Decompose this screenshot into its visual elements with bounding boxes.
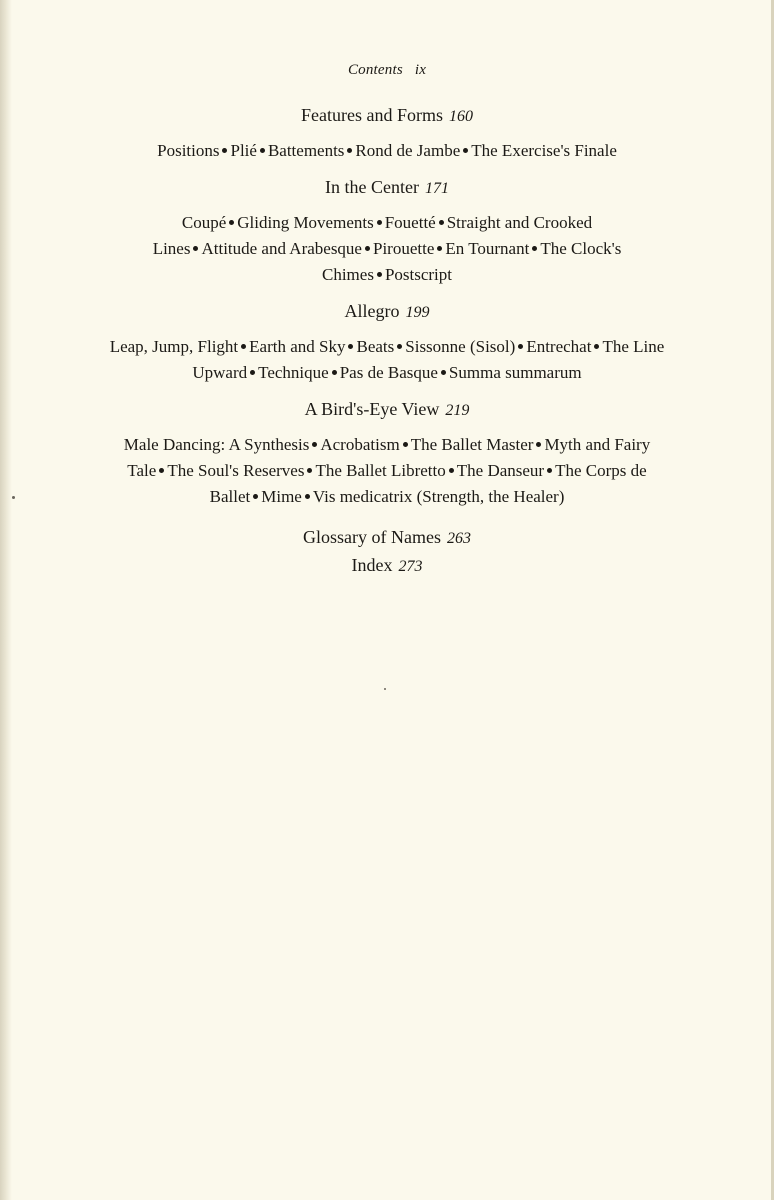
bullet-separator — [365, 246, 370, 251]
index-entry — [60, 552, 714, 580]
contents-item: Leap, Jump, Flight — [109, 337, 239, 356]
section-heading — [60, 298, 714, 326]
section-items — [60, 210, 714, 288]
bullet-separator — [253, 494, 258, 499]
bullet-separator — [348, 344, 353, 349]
contents-item: Fouetté — [384, 213, 436, 232]
gutter-shadow — [0, 0, 12, 1200]
paper-speck — [384, 688, 386, 690]
section-page-number: 199 — [405, 304, 430, 321]
contents-item: Rond de Jambe — [355, 141, 461, 160]
item-line — [60, 236, 714, 262]
index-title: Index — [351, 555, 393, 575]
bullet-separator — [532, 246, 537, 251]
bullet-separator — [305, 494, 310, 499]
bullet-separator — [594, 344, 599, 349]
toc-section — [60, 396, 714, 510]
contents-item: Plié — [230, 141, 257, 160]
item-line — [60, 334, 714, 360]
contents-item: Technique — [258, 363, 329, 382]
item-line — [60, 360, 714, 386]
bullet-separator — [241, 344, 246, 349]
section-heading — [60, 174, 714, 202]
contents-item: Male Dancing: A Synthesis — [123, 435, 310, 454]
contents-item: Chimes — [321, 265, 374, 284]
contents-item: Tale — [127, 461, 157, 480]
bullet-separator — [377, 220, 382, 225]
contents-item: Summa summarum — [448, 363, 582, 382]
contents-item: The Corps de — [555, 461, 647, 480]
section-heading — [60, 396, 714, 424]
contents-item: The Clock's — [540, 239, 622, 258]
item-line — [60, 432, 714, 458]
contents-item: Pirouette — [372, 239, 435, 258]
paper-speck — [12, 496, 15, 499]
contents-item: The Soul's Reserves — [167, 461, 305, 480]
toc-section — [60, 102, 714, 164]
contents-item: En Tournant — [445, 239, 530, 258]
bullet-separator — [260, 148, 265, 153]
section-items — [60, 334, 714, 386]
glossary-entry — [60, 524, 714, 552]
section-title: Allegro — [344, 301, 400, 321]
contents-item: Attitude and Arabesque — [201, 239, 362, 258]
bullet-separator — [307, 468, 312, 473]
bullet-separator — [441, 370, 446, 375]
contents-item: Earth and Sky — [249, 337, 346, 356]
back-matter — [60, 524, 714, 580]
contents-item: Beats — [356, 337, 395, 356]
contents-item: Gliding Movements — [237, 213, 374, 232]
contents-item: Vis medicatrix (Strength, the Healer) — [312, 487, 565, 506]
contents-item: Straight and Crooked — [446, 213, 593, 232]
contents-item: Ballet — [209, 487, 251, 506]
item-line — [60, 138, 714, 164]
page-number: ix — [414, 62, 427, 78]
contents-item: Positions — [157, 141, 220, 160]
bullet-separator — [229, 220, 234, 225]
item-line — [60, 458, 714, 484]
bullet-separator — [193, 246, 198, 251]
bullet-separator — [347, 148, 352, 153]
bullet-separator — [439, 220, 444, 225]
section-items — [60, 138, 714, 164]
bullet-separator — [536, 442, 541, 447]
bullet-separator — [463, 148, 468, 153]
section-page-number: 160 — [448, 108, 473, 125]
contents-item: Mime — [261, 487, 302, 506]
glossary-title: Glossary of Names — [303, 527, 441, 547]
section-page-number: 171 — [424, 180, 449, 197]
section-title: A Bird's-Eye View — [304, 399, 440, 419]
bullet-separator — [518, 344, 523, 349]
item-line — [60, 484, 714, 510]
section-title: Features and Forms — [301, 105, 443, 125]
contents-item: Acrobatism — [320, 435, 400, 454]
section-page-number: 219 — [445, 402, 470, 419]
contents-item: The Danseur — [456, 461, 545, 480]
bullet-separator — [403, 442, 408, 447]
bullet-separator — [397, 344, 402, 349]
contents-item: Coupé — [181, 213, 227, 232]
contents-item: Battements — [267, 141, 345, 160]
item-line — [60, 210, 714, 236]
contents-item: The Ballet Master — [410, 435, 534, 454]
bullet-separator — [437, 246, 442, 251]
bullet-separator — [312, 442, 317, 447]
toc-section — [60, 298, 714, 386]
contents-item: Myth and Fairy — [544, 435, 651, 454]
section-title: In the Center — [325, 177, 419, 197]
contents-item: Lines — [152, 239, 191, 258]
running-head-label: Contents — [347, 62, 403, 78]
contents-item: Entrechat — [526, 337, 592, 356]
section-items — [60, 432, 714, 510]
contents-item: Sissonne (Sisol) — [405, 337, 516, 356]
bullet-separator — [159, 468, 164, 473]
bullet-separator — [449, 468, 454, 473]
bullet-separator — [332, 370, 337, 375]
item-line — [60, 262, 714, 288]
table-of-contents — [60, 102, 714, 580]
running-head — [0, 62, 774, 79]
contents-item: Pas de Basque — [339, 363, 438, 382]
contents-item: Upward — [192, 363, 248, 382]
bullet-separator — [250, 370, 255, 375]
bullet-separator — [547, 468, 552, 473]
index-page-number: 273 — [398, 558, 423, 575]
contents-item: The Line — [602, 337, 665, 356]
glossary-page-number: 263 — [446, 530, 471, 547]
contents-item: Postscript — [384, 265, 452, 284]
contents-item: The Ballet Libretto — [315, 461, 446, 480]
contents-item: The Exercise's Finale — [471, 141, 617, 160]
toc-section — [60, 174, 714, 288]
bullet-separator — [222, 148, 227, 153]
bullet-separator — [377, 272, 382, 277]
section-heading — [60, 102, 714, 130]
